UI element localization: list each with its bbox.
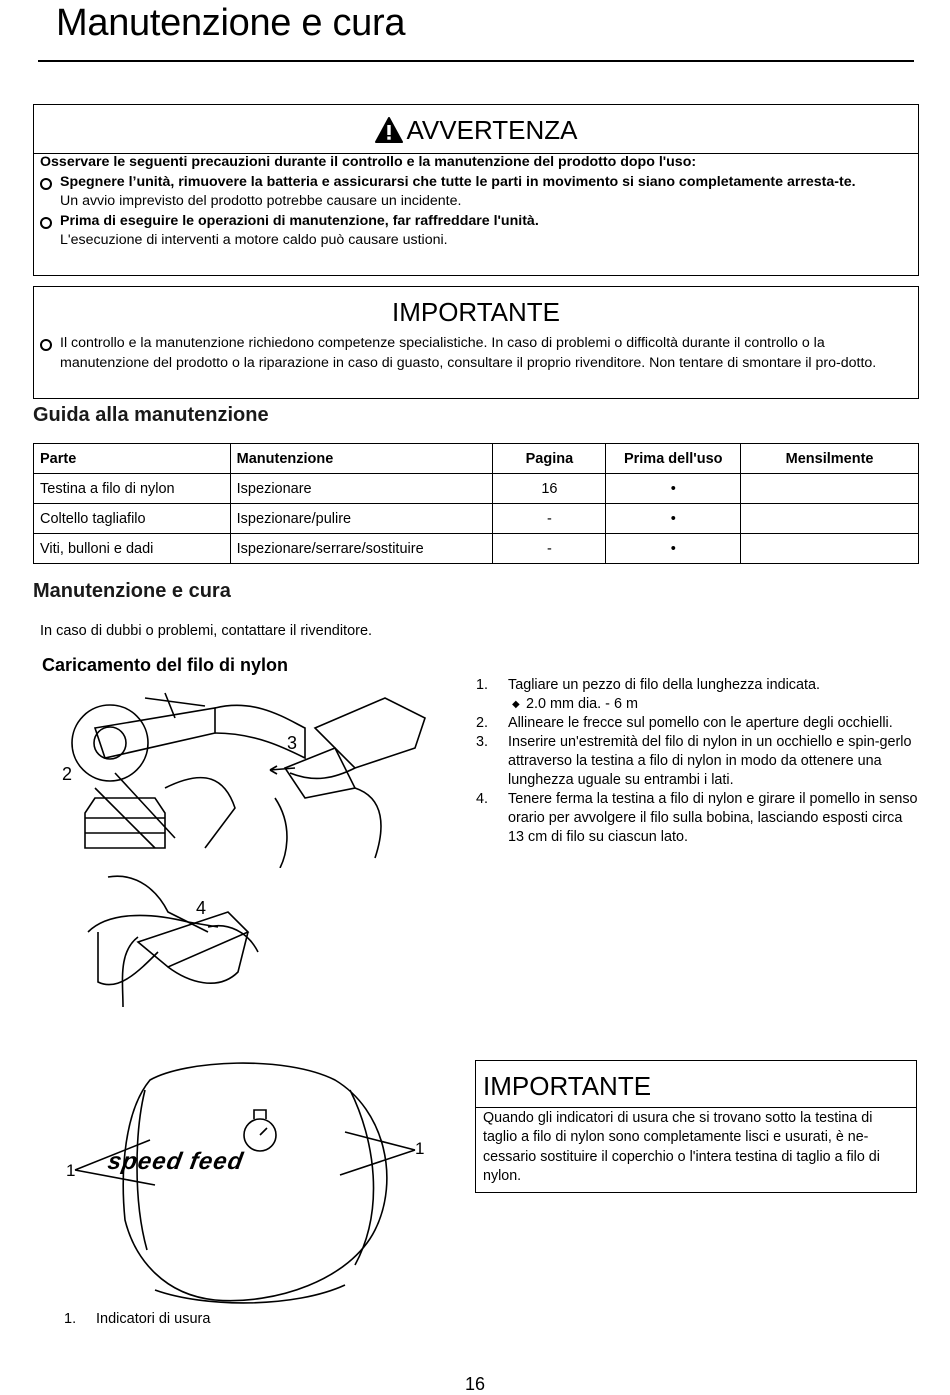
step-text: Allineare le frecce sul pomello con le aperture degli occhielli. xyxy=(508,715,893,731)
table-cell: 16 xyxy=(493,474,606,504)
caption-text: Indicatori di usura xyxy=(96,1311,211,1327)
page-title: Manutenzione e cura xyxy=(56,2,406,44)
step-number: 1. xyxy=(476,677,489,693)
important-2-divider xyxy=(476,1107,916,1108)
table-cell: - xyxy=(493,504,606,534)
table-cell: • xyxy=(606,534,741,564)
bullet-circle-icon xyxy=(40,217,52,229)
important-2-title: IMPORTANTE xyxy=(483,1071,652,1101)
step-text: Inserire un'estremità del filo di nylon in un occhiello e spin-gerlo attraverso la testina a filo di nylon in modo da ottenere una lunghezza uguale su entrambi i lati. xyxy=(508,734,912,788)
table-cell: Ispezionare xyxy=(230,474,493,504)
table-cell xyxy=(741,474,919,504)
bullet-circle-icon xyxy=(40,339,52,351)
step-text: Tenere ferma la testina a filo di nylon e girare il pomello in senso orario per avvolgere il filo sulla bobina, lasciando esposti circa 13 cm di filo su ciascun lato. xyxy=(508,791,918,845)
step-item xyxy=(476,676,922,714)
warning-item-text: Prima di eseguire le operazioni di manutenzione, far raffreddare l'unità. xyxy=(60,212,539,229)
table-cell xyxy=(741,504,919,534)
step-item xyxy=(476,714,922,733)
step-number: 3. xyxy=(476,734,489,750)
warning-triangle-icon xyxy=(375,117,403,143)
table-row xyxy=(34,504,919,534)
trimmer-head-illustration xyxy=(55,688,445,868)
column-header: Prima dell'uso xyxy=(606,444,741,474)
table-cell: - xyxy=(493,534,606,564)
figure-label: 3 xyxy=(287,733,298,753)
warning-item xyxy=(40,212,908,232)
step-number: 2. xyxy=(476,715,489,731)
guide-heading: Guida alla manutenzione xyxy=(33,404,269,426)
table-cell: Viti, bulloni e dadi xyxy=(34,534,231,564)
column-header: Manutenzione xyxy=(230,444,493,474)
table-cell: Testina a filo di nylon xyxy=(34,474,231,504)
care-heading: Manutenzione e cura xyxy=(33,580,231,602)
step-subitem-text: 2.0 mm dia. - 6 m xyxy=(526,696,638,712)
warning-box xyxy=(33,104,919,276)
warning-intro: Osservare le seguenti precauzioni durante il controllo e la manutenzione del prodotto dopo l'uso: xyxy=(40,154,697,170)
important-item xyxy=(40,334,908,373)
table-header-row xyxy=(34,444,919,474)
table-cell: • xyxy=(606,474,741,504)
important-body xyxy=(40,334,908,373)
warning-item xyxy=(40,173,908,193)
table-cell: Coltello tagliafilo xyxy=(34,504,231,534)
table-cell: Ispezionare/serrare/sostituire xyxy=(230,534,493,564)
warning-item-detail: Un avvio imprevisto del prodotto potrebbe causare un incidente. xyxy=(60,193,462,209)
step-subitem xyxy=(508,695,922,714)
warning-title: AVVERTENZA xyxy=(406,115,578,145)
title-rule xyxy=(38,60,914,62)
column-header: Pagina xyxy=(493,444,606,474)
table-cell: • xyxy=(606,504,741,534)
table-cell xyxy=(741,534,919,564)
diamond-bullet-icon: ◆ xyxy=(512,699,520,710)
callout-label: 1 xyxy=(66,1161,76,1180)
warning-body xyxy=(40,153,908,251)
column-header: Mensilmente xyxy=(741,444,919,474)
step-number: 4. xyxy=(476,791,489,807)
callout-label: 1 xyxy=(415,1139,425,1158)
page-number: 16 xyxy=(464,1374,486,1394)
maintenance-table xyxy=(33,443,919,564)
step-text: Tagliare un pezzo di filo della lunghezza indicata. xyxy=(508,677,820,693)
hand-winding-illustration xyxy=(78,872,268,1012)
warning-item-text: Spegnere l’unità, rimuovere la batteria e assicurarsi che tutte le parti in movimento si siano completamente arresta-te. xyxy=(60,173,856,190)
step-item xyxy=(476,733,922,790)
figure-caption xyxy=(64,1311,210,1327)
important-2-text: Quando gli indicatori di usura che si trovano sotto la testina di taglio a filo di nylon sono completamente lisci e usurati, è ne-cessario sostituire il coperchio o l'intera testina di taglio a filo di nylon. xyxy=(483,1110,880,1184)
caption-number: 1. xyxy=(64,1311,77,1327)
bullet-circle-icon xyxy=(40,178,52,190)
important-title: IMPORTANTE xyxy=(391,297,561,327)
loading-heading: Caricamento del filo di nylon xyxy=(42,655,289,675)
loading-steps xyxy=(476,676,922,847)
table-row xyxy=(34,534,919,564)
important-box-2 xyxy=(475,1060,917,1193)
column-header: Parte xyxy=(34,444,231,474)
warning-item-detail: L'esecuzione di interventi a motore caldo può causare ustioni. xyxy=(60,232,448,248)
important-box xyxy=(33,286,919,399)
table-cell: Ispezionare/pulire xyxy=(230,504,493,534)
speedfeed-logo: speed feed xyxy=(105,1148,246,1175)
figure-label: 2 xyxy=(62,764,73,784)
care-text: In caso di dubbi o problemi, contattare il rivenditore. xyxy=(40,623,373,639)
figure-label: 4 xyxy=(196,898,207,918)
important-text: Il controllo e la manutenzione richiedono competenze specialistiche. In caso di problemi o difficoltà durante il controllo o la manutenzione del prodotto o la riparazione in caso di guasto, consultare il proprio rivenditore. Non tentare di smontare il pro-dotto. xyxy=(60,335,877,371)
wear-indicator-illustration xyxy=(55,1050,455,1310)
warning-header xyxy=(34,115,918,146)
step-item xyxy=(476,790,922,847)
table-row xyxy=(34,474,919,504)
